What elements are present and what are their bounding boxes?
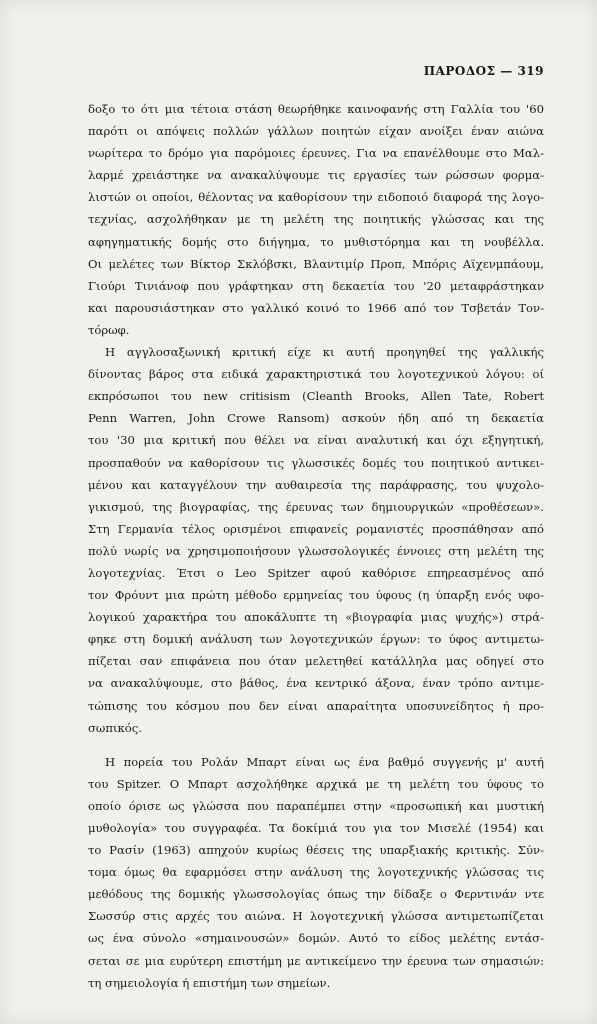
text-line: πίζεται σαν επιφάνεια που όταν μελετηθεί κατάλληλα μας οδηγεί στο bbox=[88, 654, 544, 669]
text-line: τομα όμως θα εφαρμόσει στην ανάλυση της λογοτεχνικής γλώσσας τις bbox=[88, 865, 544, 880]
text-line: Η πορεία του Ρολάν Μπαρτ είναι ως ένα βαθμό συγγενής μ' αυτή bbox=[105, 754, 544, 769]
text-line: Σωσσύρ στις αρχές του αιώνα. Η λογοτεχνική γλώσσα αντιμετωπίζεται bbox=[88, 909, 544, 924]
text-line: μυθολογία» του συγγραφέα. Τα δοκίμιά του για τον Μισελέ (1954) και bbox=[88, 821, 544, 835]
text-line: οποίο όρισε ως γλώσσα που παραπέμπει στην «προσωπική και μυστική bbox=[88, 798, 544, 813]
text-line: γικισμού, της βιογραφίας, της έρευνας των δημιουργικών «προθέσεων». bbox=[88, 499, 544, 514]
text-line: λογοτεχνίας. Έτσι ο Leo Spitzer αφού καθόρισε επηρεασμένος από bbox=[88, 565, 544, 580]
text-line: μεθόδους της δομικής γλωσσολογίας όπως την δίδαξε ο Φερντινάν ντε bbox=[88, 887, 544, 902]
text-line: πολύ νωρίς να χρησιμοποιήσουν γλωσσολογικές έννοιες στη μελέτη της bbox=[88, 543, 544, 558]
text-line: και παρουσιάστηκαν στο γαλλικό κοινό το 1966 από τον Τσβετάν Τον- bbox=[88, 300, 544, 315]
running-head: ΠΑΡΟΔΟΣ — 319 bbox=[423, 64, 544, 78]
text-line: Η αγγλοσαξωνική κριτική είχε κι αυτή προηγηθεί της γαλλικής bbox=[105, 345, 544, 360]
text-line: τεχνίας, ασχολήθηκαν με τη μελέτη της ποιητικής γλώσσας και της bbox=[88, 212, 544, 227]
text-line: να ανακαλύψουμε, στο βάθος, ένα κεντρικό άξονα, έναν τρόπο αντιμε- bbox=[88, 676, 544, 691]
text-line: λαρμέ χρειάστηκε να ανακαλύψουμε τις εργασίες των ρώσσων φορμα- bbox=[88, 168, 544, 183]
text-line: μένου και καταγγέλουν την αυθαιρεσία της παράφρασης, του ψυχολο- bbox=[88, 477, 544, 492]
text-line: λιστών οι οποίοι, θέλοντας να καθορίσουν την ειδοποιό διαφορά της λογο- bbox=[88, 190, 544, 205]
text-line: Penn Warren, John Crowe Ransom) ασκούν ήδη από τη δεκαετία bbox=[88, 411, 544, 426]
text-line: δοξο το ότι μια τέτοια στάση θεωρήθηκε καινοφανής στη Γαλλία του '60 bbox=[88, 102, 544, 116]
paragraph-3 bbox=[88, 751, 544, 994]
text-line: σεται σε μια ευρύτερη επιστήμη με αντικείμενο την έρευνα των σημασιών: bbox=[88, 953, 544, 968]
text-line: τόρωφ. bbox=[88, 322, 130, 337]
text-line: του '30 μια κριτική που θέλει να είναι αναλυτική και όχι εξηγητική, bbox=[88, 433, 544, 448]
text-line: σωπικός. bbox=[88, 720, 142, 735]
paragraph-1 bbox=[88, 98, 544, 341]
text-line: λογικού χαρακτήρα του αποκάλυπτε τη «βιογραφία μιας ψυχής») στρά- bbox=[88, 610, 544, 625]
paragraph-2 bbox=[88, 341, 544, 739]
text-line: εκπρόσωποι του new critisism (Cleanth Brooks, Allen Tate, Robert bbox=[88, 389, 544, 404]
text-line: τη σημειολογία ή επιστήμη των σημείων. bbox=[88, 975, 331, 990]
body-text bbox=[88, 98, 544, 994]
text-line: Γιούρι Τινιάνοφ που γράφτηκαν στη δεκαετία του '20 μεταφράστηκαν bbox=[88, 278, 544, 293]
text-line: Οι μελέτες των Βίκτορ Σκλόβσκι, Βλαντιμίρ Προπ, Μπόρις Αϊχενμπάουμ, bbox=[88, 256, 544, 271]
text-line: παρότι οι απόψεις πολλών γάλλων ποιητών είχαν ανοίξει έναν αιώνα bbox=[88, 124, 544, 139]
text-line: νωρίτερα το δρόμο για παρόμοιες έρευνες. Για να επανέλθουμε στο Μαλ- bbox=[88, 146, 544, 161]
text-line: ως ένα σύνολο «σημαινουσών» δομών. Αυτό το είδος μελέτης εντάσ- bbox=[88, 931, 544, 946]
text-line: προσπαθούν να καθορίσουν τις γλωσσικές δομές του ποιητικού αντικει- bbox=[88, 455, 544, 470]
text-line: τον Φρόυντ μια πρώτη μέθοδο ερμηνείας του ύφους (η ύπαρξη ενός υφο- bbox=[88, 588, 544, 603]
text-line: του Spitzer. Ο Μπαρτ ασχολήθηκε αρχικά με τη μελέτη του ύφους το bbox=[88, 776, 544, 791]
text-line: τώπισης του κόσμου που δεν είναι απαραίτητα υποσυνείδητος ή προ- bbox=[88, 698, 544, 713]
text-line: δίνοντας βάρος στα ειδικά χαρακτηριστικά του λογοτεχνικού λόγου: οί bbox=[88, 367, 544, 382]
text-line: το Ρασίν (1963) απηχούν κυρίως θέσεις της υπαρξιακής κριτικής. Σύν- bbox=[88, 843, 544, 858]
text-line: Στη Γερμανία τέλος ορισμένοι επιφανείς ρομανιστές προσπάθησαν από bbox=[88, 521, 544, 536]
text-line: φηκε στη δομική ανάλυση των λογοτεχνικών έργων: το ύφος αντιμετω- bbox=[88, 632, 544, 647]
text-line: αφηγηματικής δομής στο διήγημα, το μυθιστόρημα και τη νουβέλλα. bbox=[88, 234, 544, 249]
